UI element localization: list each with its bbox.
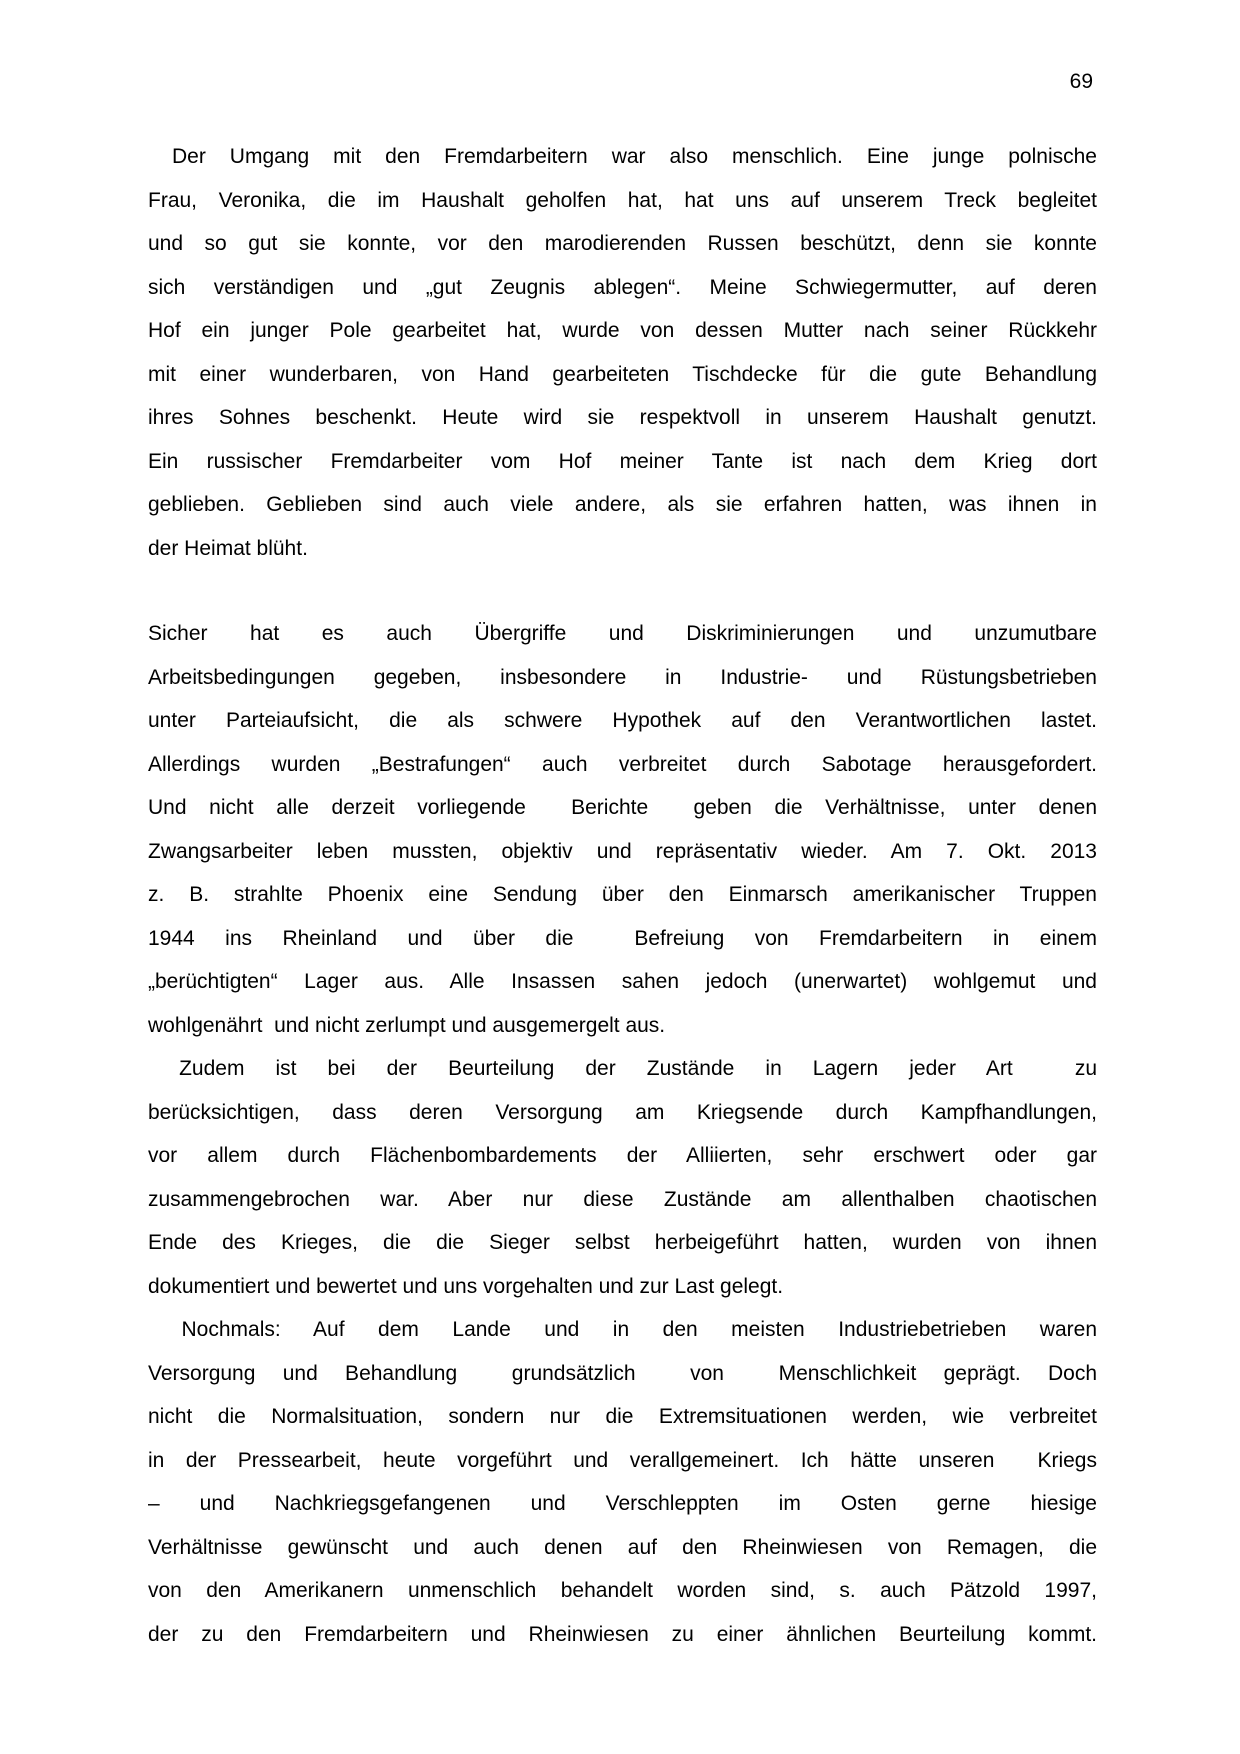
text-line: Sicher hat es auch Übergriffe und Diskriminierungen und unzumutbare: [148, 622, 1097, 645]
text-line: in der Pressearbeit, heute vorgeführt und verallgemeinert. Ich hätte unseren Kriegs: [148, 1448, 1097, 1472]
text-line: Zwangsarbeiter leben mussten, objektiv und repräsentativ wieder. Am 7. Okt. 2013: [148, 839, 1097, 863]
text-line: „berüchtigten“ Lager aus. Alle Insassen sahen jedoch (unerwartet) wohlgemut und: [148, 970, 1097, 993]
text-line: Und nicht alle derzeit vorliegende Berichte geben die Verhältnisse, unter denen: [148, 796, 1097, 819]
text-line: unter Parteiaufsicht, die als schwere Hypothek auf den Verantwortlichen lastet.: [148, 709, 1097, 732]
text-line: und so gut sie konnte, vor den marodierenden Russen beschützt, denn sie konnte: [148, 232, 1097, 255]
text-line: Versorgung und Behandlung grundsätzlich von Menschlichkeit geprägt. Doch: [148, 1361, 1097, 1385]
text-line: dokumentiert und bewertet und uns vorgehalten und zur Last gelegt.: [148, 1274, 784, 1298]
paragraph: [148, 135, 1097, 570]
text-line: Ein russischer Fremdarbeiter vom Hof meiner Tante ist nach dem Krieg dort: [148, 449, 1097, 473]
text-line: ihres Sohnes beschenkt. Heute wird sie respektvoll in unserem Haushalt genutzt.: [148, 406, 1097, 429]
text-line: Hof ein junger Pole gearbeitet hat, wurde von dessen Mutter nach seiner Rückkehr: [148, 319, 1097, 342]
text-line: mit einer wunderbaren, von Hand gearbeiteten Tischdecke für die gute Behandlung: [148, 362, 1097, 386]
text-line: von den Amerikanern unmenschlich behandelt worden sind, s. auch Pätzold 1997,: [148, 1579, 1097, 1602]
text-line: sich verständigen und „gut Zeugnis ablegen“. Meine Schwiegermutter, auf deren: [148, 275, 1097, 299]
page-number: 69: [1069, 70, 1093, 93]
text-line: Nochmals: Auf dem Lande und in den meisten Industriebetrieben waren: [148, 1318, 1097, 1341]
text-line: Ende des Krieges, die die Sieger selbst herbeigeführt hatten, wurden von ihnen: [148, 1231, 1097, 1254]
text-line: berücksichtigen, dass deren Versorgung am Kriegsende durch Kampfhandlungen,: [148, 1100, 1097, 1124]
text-line: zusammengebrochen war. Aber nur diese Zustände am allenthalben chaotischen: [148, 1187, 1097, 1211]
text-line: 1944 ins Rheinland und über die Befreiung von Fremdarbeitern in einem: [148, 926, 1097, 950]
text-line: vor allem durch Flächenbombardements der Alliierten, sehr erschwert oder gar: [148, 1144, 1097, 1167]
paragraph: [148, 612, 1097, 1656]
text-line: Verhältnisse gewünscht und auch denen auf den Rheinwiesen von Remagen, die: [148, 1535, 1097, 1559]
text-line: Arbeitsbedingungen gegeben, insbesondere in Industrie- und Rüstungsbetrieben: [148, 665, 1097, 689]
text-line: wohlgenährt und nicht zerlumpt und ausgemergelt aus.: [148, 1013, 666, 1037]
text-line: der Heimat blüht.: [148, 536, 308, 560]
text-line: der zu den Fremdarbeitern und Rheinwiesen zu einer ähnlichen Beurteilung kommt.: [148, 1622, 1097, 1646]
text-line: nicht die Normalsituation, sondern nur die Extremsituationen werden, wie verbreitet: [148, 1405, 1097, 1428]
text-line: z. B. strahlte Phoenix eine Sendung über den Einmarsch amerikanischer Truppen: [148, 883, 1097, 906]
text-line: – und Nachkriegsgefangenen und Verschleppten im Osten gerne hiesige: [148, 1492, 1097, 1515]
text-line: Allerdings wurden „Bestrafungen“ auch verbreitet durch Sabotage herausgefordert.: [148, 752, 1097, 776]
text-line: Frau, Veronika, die im Haushalt geholfen hat, hat uns auf unserem Treck begleitet: [148, 188, 1097, 212]
body-text: [148, 135, 1097, 1656]
text-line: Der Umgang mit den Fremdarbeitern war also menschlich. Eine junge polnische: [148, 145, 1097, 168]
text-line: Zudem ist bei der Beurteilung der Zustände in Lagern jeder Art zu: [148, 1057, 1098, 1080]
text-line: geblieben. Geblieben sind auch viele andere, als sie erfahren hatten, was ihnen in: [148, 493, 1097, 516]
